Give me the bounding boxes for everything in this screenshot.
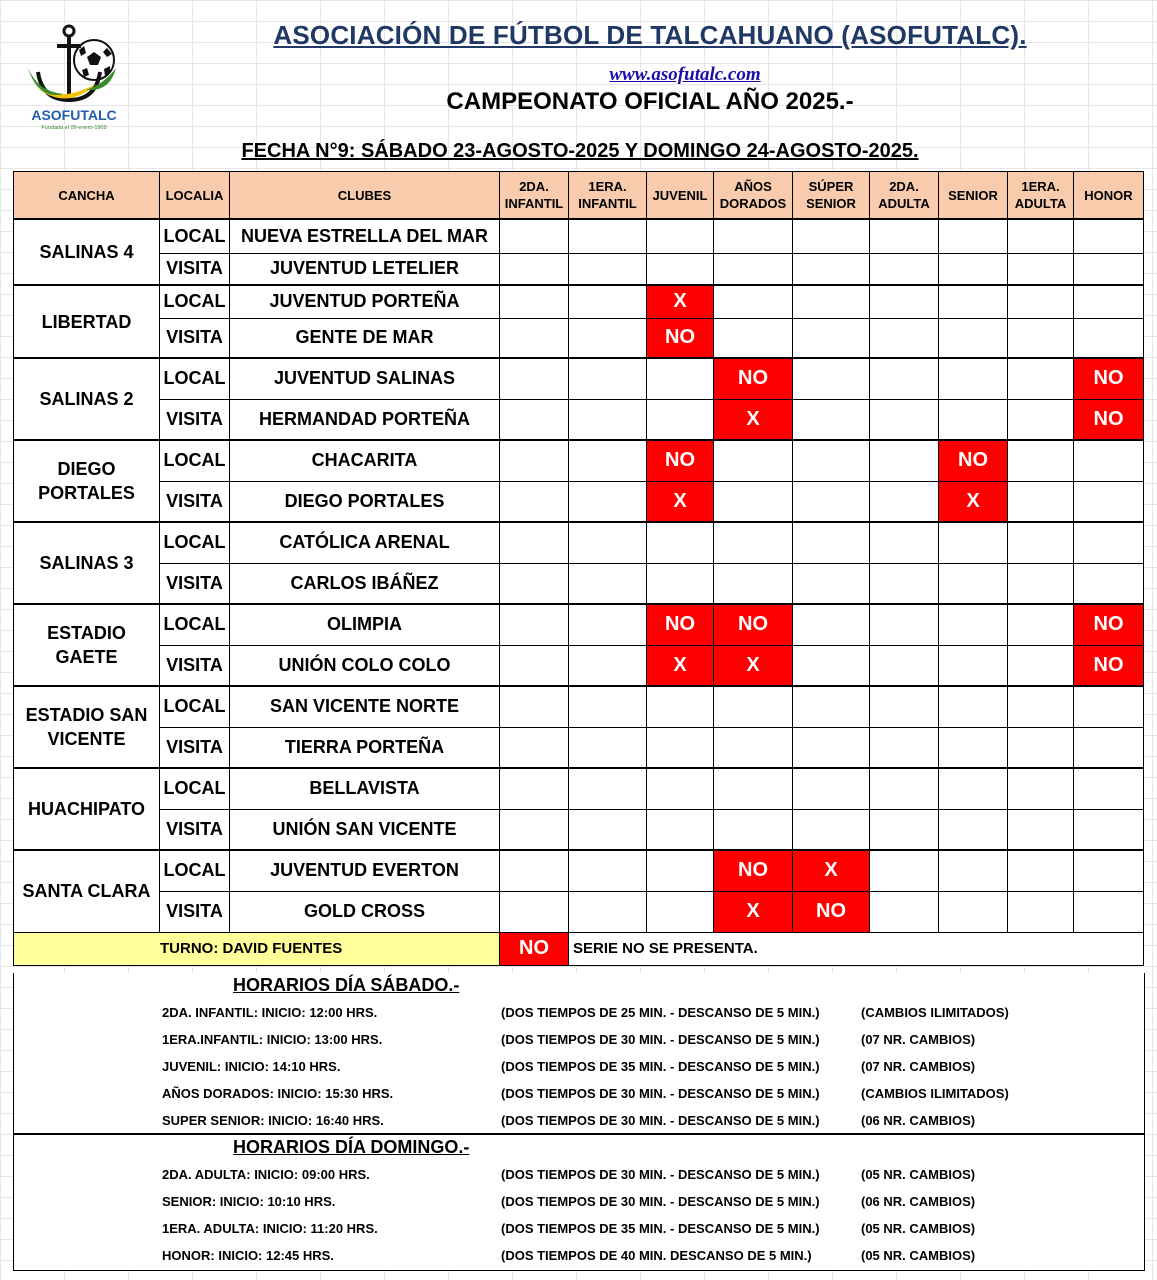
localia-cell: VISITA [160, 318, 230, 358]
col-header: 1ERA. INFANTIL [569, 172, 647, 220]
serie-cell: NO [714, 850, 793, 891]
serie-cell [714, 219, 793, 253]
serie-cell [647, 686, 714, 727]
serie-cell [870, 850, 939, 891]
serie-cell [647, 358, 714, 399]
serie-cell [1008, 604, 1074, 645]
club-cell: GOLD CROSS [230, 891, 500, 932]
serie-cell: X [647, 285, 714, 318]
serie-cell: X [939, 481, 1008, 522]
schedule-cambios: (06 NR. CAMBIOS) [861, 1113, 976, 1128]
serie-cell [870, 358, 939, 399]
table-row [14, 285, 1144, 318]
serie-cell [500, 686, 569, 727]
serie-cell [569, 358, 647, 399]
serie-cell: NO [647, 604, 714, 645]
club-cell: JUVENTUD SALINAS [230, 358, 500, 399]
serie-cell [870, 727, 939, 768]
table-row [14, 563, 1144, 604]
cancha-cell: SALINAS 3 [14, 522, 160, 604]
serie-cell: NO [1074, 604, 1144, 645]
serie-cell [793, 809, 870, 850]
serie-cell [793, 318, 870, 358]
serie-cell [793, 727, 870, 768]
col-header: SÚPER SENIOR [793, 172, 870, 220]
serie-cell [870, 604, 939, 645]
serie-cell [793, 253, 870, 285]
saturday-schedule [13, 973, 1145, 1135]
table-row [14, 768, 1144, 809]
table-row [14, 809, 1144, 850]
schedule-cambios: (06 NR. CAMBIOS) [861, 1194, 976, 1209]
fixture-table [13, 171, 1144, 966]
serie-cell [500, 440, 569, 481]
serie-cell [1074, 727, 1144, 768]
localia-cell: LOCAL [160, 440, 230, 481]
serie-cell [793, 219, 870, 253]
schedule-row [14, 1194, 1144, 1221]
table-row [14, 727, 1144, 768]
serie-cell [714, 253, 793, 285]
serie-cell [1008, 645, 1074, 686]
schedule-tiempos: (DOS TIEMPOS DE 25 MIN. - DESCANSO DE 5 MIN.) [501, 1005, 820, 1020]
serie-cell [500, 768, 569, 809]
serie-cell [500, 645, 569, 686]
serie-cell [1008, 768, 1074, 809]
serie-cell [500, 850, 569, 891]
serie-cell [1008, 358, 1074, 399]
serie-cell [647, 522, 714, 563]
serie-cell [1074, 891, 1144, 932]
club-cell: JUVENTUD EVERTON [230, 850, 500, 891]
serie-cell [793, 399, 870, 440]
table-row [14, 522, 1144, 563]
col-header: HONOR [1074, 172, 1144, 220]
table-row [14, 481, 1144, 522]
cancha-cell: SANTA CLARA [14, 850, 160, 932]
table-row [14, 318, 1144, 358]
serie-cell [1074, 850, 1144, 891]
localia-cell: LOCAL [160, 522, 230, 563]
serie-cell [1074, 219, 1144, 253]
schedule-cambios: (05 NR. CAMBIOS) [861, 1248, 976, 1263]
table-row [14, 440, 1144, 481]
localia-cell: LOCAL [160, 285, 230, 318]
cancha-cell: SALINAS 2 [14, 358, 160, 440]
serie-cell [647, 219, 714, 253]
serie-cell [1074, 686, 1144, 727]
serie-cell [500, 604, 569, 645]
serie-cell [714, 318, 793, 358]
serie-cell [1008, 891, 1074, 932]
serie-cell [1008, 253, 1074, 285]
schedule-row [14, 1248, 1144, 1275]
cancha-cell: SALINAS 4 [14, 219, 160, 285]
serie-cell [569, 645, 647, 686]
serie-cell [939, 563, 1008, 604]
localia-cell: VISITA [160, 809, 230, 850]
table-row [14, 358, 1144, 399]
serie-cell [714, 686, 793, 727]
serie-cell [569, 481, 647, 522]
club-cell: GENTE DE MAR [230, 318, 500, 358]
fixture-body [14, 219, 1144, 932]
serie-cell [870, 809, 939, 850]
serie-cell [569, 891, 647, 932]
serie-cell [793, 768, 870, 809]
localia-cell: LOCAL [160, 850, 230, 891]
schedule-serie: 1ERA. ADULTA: INICIO: 11:20 HRS. [162, 1221, 378, 1236]
serie-cell [1074, 440, 1144, 481]
serie-cell [870, 563, 939, 604]
serie-cell [500, 358, 569, 399]
serie-cell [1008, 440, 1074, 481]
serie-cell [569, 253, 647, 285]
localia-cell: VISITA [160, 481, 230, 522]
cancha-cell: ESTADIO GAETE [14, 604, 160, 686]
serie-cell [569, 399, 647, 440]
serie-cell [500, 399, 569, 440]
serie-cell [647, 563, 714, 604]
serie-cell [939, 219, 1008, 253]
schedule-tiempos: (DOS TIEMPOS DE 30 MIN. - DESCANSO DE 5 MIN.) [501, 1167, 820, 1182]
serie-cell [870, 219, 939, 253]
club-cell: SAN VICENTE NORTE [230, 686, 500, 727]
schedule-cambios: (CAMBIOS ILIMITADOS) [861, 1005, 1009, 1020]
serie-cell [793, 522, 870, 563]
club-cell: JUVENTUD LETELIER [230, 253, 500, 285]
schedule-cambios: (07 NR. CAMBIOS) [861, 1032, 976, 1047]
serie-cell: X [647, 645, 714, 686]
club-cell: TIERRA PORTEÑA [230, 727, 500, 768]
serie-cell [1008, 563, 1074, 604]
serie-cell [939, 727, 1008, 768]
serie-cell [1008, 481, 1074, 522]
localia-cell: VISITA [160, 253, 230, 285]
serie-cell [500, 727, 569, 768]
serie-cell [939, 253, 1008, 285]
serie-cell [1074, 481, 1144, 522]
serie-cell [500, 891, 569, 932]
header-row [14, 172, 1144, 220]
serie-cell [870, 522, 939, 563]
serie-cell [714, 481, 793, 522]
club-cell: UNIÓN COLO COLO [230, 645, 500, 686]
serie-cell [647, 809, 714, 850]
schedule-serie: JUVENIL: INICIO: 14:10 HRS. [162, 1059, 341, 1074]
serie-cell [939, 318, 1008, 358]
serie-cell [939, 686, 1008, 727]
serie-cell [569, 768, 647, 809]
serie-cell [1074, 563, 1144, 604]
serie-cell: NO [939, 440, 1008, 481]
serie-cell [939, 768, 1008, 809]
serie-cell: X [793, 850, 870, 891]
serie-cell [714, 563, 793, 604]
serie-cell [647, 891, 714, 932]
col-header: 2DA. INFANTIL [500, 172, 569, 220]
club-cell: DIEGO PORTALES [230, 481, 500, 522]
serie-cell [500, 481, 569, 522]
schedule-row [14, 1221, 1144, 1248]
schedule-tiempos: (DOS TIEMPOS DE 30 MIN. - DESCANSO DE 5 MIN.) [501, 1194, 820, 1209]
sunday-schedule [13, 1135, 1145, 1271]
schedule-cambios: (05 NR. CAMBIOS) [861, 1221, 976, 1236]
turno-label: TURNO: DAVID FUENTES [14, 932, 500, 965]
serie-cell [569, 219, 647, 253]
serie-cell [500, 809, 569, 850]
serie-cell [569, 686, 647, 727]
serie-cell [939, 645, 1008, 686]
table-row [14, 604, 1144, 645]
serie-cell [939, 850, 1008, 891]
serie-cell [1074, 768, 1144, 809]
table-row [14, 253, 1144, 285]
serie-cell [870, 768, 939, 809]
serie-cell [569, 850, 647, 891]
serie-cell [1008, 850, 1074, 891]
logo-name: ASOFUTALC [31, 107, 117, 123]
localia-cell: VISITA [160, 727, 230, 768]
serie-cell [500, 285, 569, 318]
col-header: 1ERA. ADULTA [1008, 172, 1074, 220]
serie-cell [647, 399, 714, 440]
schedule-tiempos: (DOS TIEMPOS DE 35 MIN. - DESCANSO DE 5 MIN.) [501, 1059, 820, 1074]
club-cell: CHACARITA [230, 440, 500, 481]
serie-cell: X [647, 481, 714, 522]
cancha-cell: ESTADIO SAN VICENTE [14, 686, 160, 768]
serie-cell [714, 809, 793, 850]
legend-text: SERIE NO SE PRESENTA. [569, 932, 1144, 965]
club-cell: CATÓLICA ARENAL [230, 522, 500, 563]
col-header: AÑOS DORADOS [714, 172, 793, 220]
serie-cell [714, 768, 793, 809]
serie-cell [939, 604, 1008, 645]
schedule-row [14, 1167, 1144, 1194]
serie-cell [870, 645, 939, 686]
serie-cell [714, 285, 793, 318]
saturday-heading: HORARIOS DÍA SÁBADO.- [233, 975, 460, 995]
localia-cell: VISITA [160, 891, 230, 932]
serie-cell: NO [647, 440, 714, 481]
serie-cell [569, 522, 647, 563]
serie-cell [870, 891, 939, 932]
table-row [14, 645, 1144, 686]
logo-tagline: Fundada el 09-enero-1909 [41, 125, 107, 131]
serie-cell [793, 358, 870, 399]
schedule-tiempos: (DOS TIEMPOS DE 30 MIN. - DESCANSO DE 5 MIN.) [501, 1113, 820, 1128]
serie-cell [500, 522, 569, 563]
fecha-heading: FECHA N°9: SÁBADO 23-AGOSTO-2025 Y DOMINGO 24-AGOSTO-2025. [241, 140, 919, 162]
localia-cell: LOCAL [160, 219, 230, 253]
serie-cell [500, 563, 569, 604]
serie-cell [1074, 522, 1144, 563]
serie-cell [714, 522, 793, 563]
club-cell: HERMANDAD PORTEÑA [230, 399, 500, 440]
serie-cell [870, 285, 939, 318]
serie-cell [939, 809, 1008, 850]
serie-cell [647, 727, 714, 768]
schedule-tiempos: (DOS TIEMPOS DE 30 MIN. - DESCANSO DE 5 MIN.) [501, 1032, 820, 1047]
serie-cell [793, 481, 870, 522]
serie-cell: NO [1074, 358, 1144, 399]
sunday-heading: HORARIOS DÍA DOMINGO.- [233, 1137, 470, 1157]
cancha-cell: LIBERTAD [14, 285, 160, 358]
anchor-soccer-ball-icon [24, 22, 124, 134]
serie-cell [1074, 253, 1144, 285]
serie-cell: NO [714, 604, 793, 645]
schedule-serie: AÑOS DORADOS: INICIO: 15:30 HRS. [162, 1086, 394, 1101]
serie-cell [714, 727, 793, 768]
serie-cell [939, 358, 1008, 399]
serie-cell [1074, 809, 1144, 850]
serie-cell [793, 645, 870, 686]
serie-cell [870, 481, 939, 522]
serie-cell [939, 285, 1008, 318]
serie-cell [1008, 318, 1074, 358]
col-header: 2DA. ADULTA [870, 172, 939, 220]
serie-cell: X [714, 399, 793, 440]
club-cell: OLIMPIA [230, 604, 500, 645]
schedule-cambios: (05 NR. CAMBIOS) [861, 1167, 976, 1182]
schedule-row [14, 1059, 1144, 1086]
col-header: CLUBES [230, 172, 500, 220]
schedule-serie: 2DA. ADULTA: INICIO: 09:00 HRS. [162, 1167, 370, 1182]
serie-cell [1008, 522, 1074, 563]
page-title: ASOCIACIÓN DE FÚTBOL DE TALCAHUANO (ASOFUTALC). [273, 20, 1027, 50]
club-cell: CARLOS IBÁÑEZ [230, 563, 500, 604]
schedule-serie: HONOR: INICIO: 12:45 HRS. [162, 1248, 334, 1263]
serie-cell [1008, 727, 1074, 768]
col-header: CANCHA [14, 172, 160, 220]
schedule-row [14, 1005, 1144, 1032]
asofutalc-logo [24, 22, 124, 134]
serie-cell [1074, 285, 1144, 318]
table-row [14, 219, 1144, 253]
localia-cell: LOCAL [160, 358, 230, 399]
serie-cell [870, 440, 939, 481]
serie-cell [793, 440, 870, 481]
serie-cell [714, 440, 793, 481]
serie-cell: NO [647, 318, 714, 358]
localia-cell: VISITA [160, 399, 230, 440]
cancha-cell: HUACHIPATO [14, 768, 160, 850]
schedule-serie: 1ERA.INFANTIL: INICIO: 13:00 HRS. [162, 1032, 383, 1047]
serie-cell: NO [714, 358, 793, 399]
serie-cell [870, 253, 939, 285]
serie-cell [647, 253, 714, 285]
serie-cell [569, 809, 647, 850]
legend-mark: NO [500, 932, 569, 965]
serie-cell [793, 563, 870, 604]
serie-cell: NO [1074, 645, 1144, 686]
club-cell: JUVENTUD PORTEÑA [230, 285, 500, 318]
serie-cell [500, 318, 569, 358]
schedule-serie: SUPER SENIOR: INICIO: 16:40 HRS. [162, 1113, 384, 1128]
serie-cell: X [714, 645, 793, 686]
serie-cell: NO [793, 891, 870, 932]
serie-cell [1008, 285, 1074, 318]
serie-cell [569, 440, 647, 481]
serie-cell: NO [1074, 399, 1144, 440]
localia-cell: LOCAL [160, 686, 230, 727]
website-link[interactable]: www.asofutalc.com [609, 64, 761, 85]
localia-cell: LOCAL [160, 768, 230, 809]
serie-cell [569, 727, 647, 768]
serie-cell [870, 318, 939, 358]
localia-cell: VISITA [160, 563, 230, 604]
serie-cell [1008, 686, 1074, 727]
serie-cell [569, 563, 647, 604]
schedule-serie: 2DA. INFANTIL: INICIO: 12:00 HRS. [162, 1005, 378, 1020]
cancha-cell: DIEGO PORTALES [14, 440, 160, 522]
serie-cell [939, 891, 1008, 932]
table-row [14, 399, 1144, 440]
schedule-row [14, 1032, 1144, 1059]
serie-cell [939, 522, 1008, 563]
serie-cell [1008, 219, 1074, 253]
col-header: JUVENIL [647, 172, 714, 220]
serie-cell [793, 604, 870, 645]
serie-cell [1074, 318, 1144, 358]
schedule-row [14, 1086, 1144, 1113]
serie-cell [569, 604, 647, 645]
serie-cell [647, 768, 714, 809]
col-header: LOCALIA [160, 172, 230, 220]
championship-subtitle: CAMPEONATO OFICIAL AÑO 2025.- [446, 88, 854, 115]
club-cell: UNIÓN SAN VICENTE [230, 809, 500, 850]
serie-cell [1008, 399, 1074, 440]
turno-row [14, 932, 1144, 965]
schedule-cambios: (CAMBIOS ILIMITADOS) [861, 1086, 1009, 1101]
table-row [14, 850, 1144, 891]
club-cell: BELLAVISTA [230, 768, 500, 809]
serie-cell [500, 253, 569, 285]
serie-cell [939, 399, 1008, 440]
serie-cell: X [714, 891, 793, 932]
serie-cell [1008, 809, 1074, 850]
schedule-cambios: (07 NR. CAMBIOS) [861, 1059, 976, 1074]
localia-cell: VISITA [160, 645, 230, 686]
serie-cell [569, 285, 647, 318]
schedule-tiempos: (DOS TIEMPOS DE 40 MIN. DESCANSO DE 5 MIN.) [501, 1248, 812, 1263]
table-row [14, 686, 1144, 727]
localia-cell: LOCAL [160, 604, 230, 645]
table-row [14, 891, 1144, 932]
serie-cell [569, 318, 647, 358]
schedule-tiempos: (DOS TIEMPOS DE 35 MIN. - DESCANSO DE 5 MIN.) [501, 1221, 820, 1236]
serie-cell [870, 686, 939, 727]
serie-cell [647, 850, 714, 891]
serie-cell [500, 219, 569, 253]
serie-cell [793, 686, 870, 727]
serie-cell [870, 399, 939, 440]
club-cell: NUEVA ESTRELLA DEL MAR [230, 219, 500, 253]
schedule-serie: SENIOR: INICIO: 10:10 HRS. [162, 1194, 336, 1209]
serie-cell [793, 285, 870, 318]
col-header: SENIOR [939, 172, 1008, 220]
schedule-tiempos: (DOS TIEMPOS DE 30 MIN. - DESCANSO DE 5 MIN.) [501, 1086, 820, 1101]
